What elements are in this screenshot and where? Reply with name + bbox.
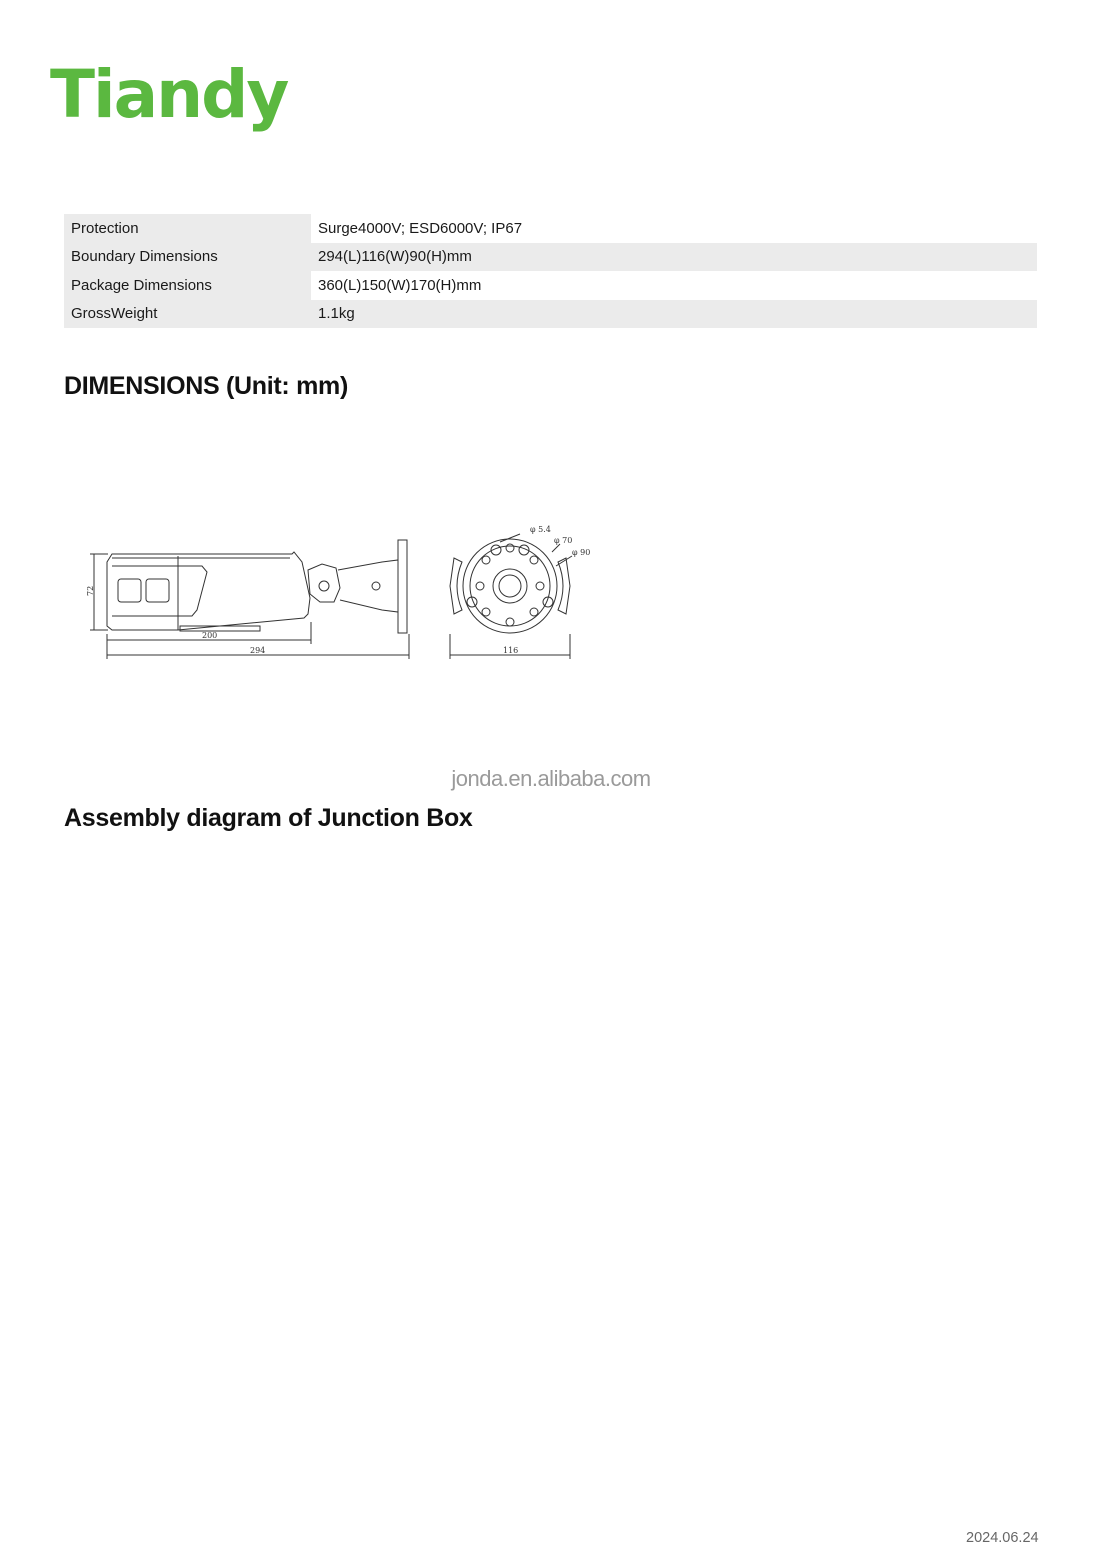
spec-table xyxy=(64,214,1037,328)
hole-dia-label: φ 5.4 xyxy=(530,525,551,534)
spec-value: Surge4000V; ESD6000V; IP67 xyxy=(311,214,1037,243)
footer-date: 2024.06.24 xyxy=(966,1530,1039,1546)
spec-key: Package Dimensions xyxy=(71,276,212,294)
assembly-heading: Assembly diagram of Junction Box xyxy=(64,804,473,832)
spec-row xyxy=(64,243,1037,272)
spec-key: Protection xyxy=(71,219,139,237)
spec-value: 1.1kg xyxy=(318,305,355,323)
spec-row xyxy=(64,214,1037,243)
lens-length-label: 200 xyxy=(202,631,218,640)
inner-circle-label: φ 70 xyxy=(554,536,573,545)
spec-key: GrossWeight xyxy=(64,300,311,329)
spec-row xyxy=(64,271,1037,300)
tiandy-logo: Tiandy xyxy=(50,56,288,133)
spec-row xyxy=(64,300,1037,329)
width-label: 116 xyxy=(503,646,519,655)
outer-circle-label: φ 90 xyxy=(572,548,591,557)
spec-value: 360(L)150(W)170(H)mm xyxy=(311,271,1037,300)
spec-value: 294(L)116(W)90(H)mm xyxy=(318,248,472,266)
dimensions-heading: DIMENSIONS (Unit: mm) xyxy=(64,372,348,400)
total-length-label: 294 xyxy=(250,646,266,655)
height-label: 72 xyxy=(86,585,95,596)
watermark: jonda.en.alibaba.com xyxy=(451,766,651,791)
spec-key: Boundary Dimensions xyxy=(64,243,311,272)
dimension-drawing xyxy=(82,522,602,667)
